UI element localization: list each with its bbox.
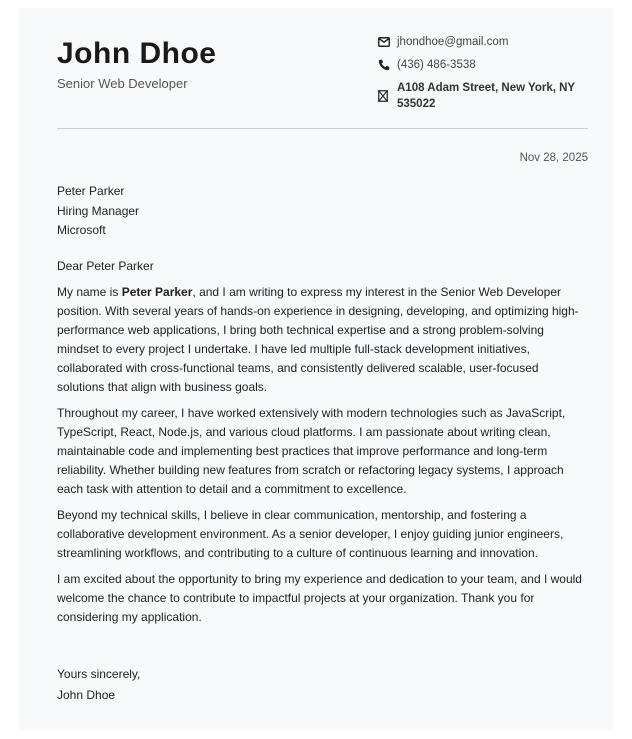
body-p1-bold-name: Peter Parker	[121, 285, 193, 299]
salutation: Dear Peter Parker	[57, 259, 154, 273]
contact-email-row	[378, 34, 598, 50]
contact-phone-row	[378, 57, 598, 73]
phone-icon	[378, 57, 397, 73]
contact-address-row	[378, 80, 598, 112]
envelope-icon	[378, 34, 397, 50]
contact-address: A108 Adam Street, New York, NY 535022	[397, 82, 575, 110]
recipient-title: Hiring Manager	[57, 203, 140, 218]
letter-date: Nov 28, 2025	[519, 152, 588, 164]
address-icon	[378, 88, 397, 104]
closing-phrase: Yours sincerely,	[57, 667, 141, 681]
body-p1-prefix: My name is	[57, 285, 122, 299]
signature-name: John Dhoe	[57, 688, 116, 702]
header-divider	[57, 128, 588, 129]
applicant-name: John Dhoe	[57, 37, 217, 70]
contact-phone[interactable]: (436) 486-3538	[397, 59, 476, 71]
recipient-name: Peter Parker	[57, 184, 125, 198]
contact-block	[378, 34, 598, 119]
body-paragraph-4: I am excited about the opportunity to bring my experience and dedication to your team, and I would welcome the chance to contribute to impactful projects at your organization. Thank you for considering my application.	[57, 572, 582, 624]
body-p1-rest: , and I am writing to express my interest in the Senior Web Developer position. With several years of hands-on experience in designing, developing, and optimizing high-performance web applications, I bring both technical expertise and a strong problem-solving mindset to every project I undertake. I have led multiple full-stack development initiatives, collaborated with cross-functional teams, and consistently delivered scalable, user-focused solutions that align with business goals.	[57, 285, 579, 394]
contact-email[interactable]: jhondhoe@gmail.com	[397, 36, 509, 48]
body-paragraph-3: Beyond my technical skills, I believe in clear communication, mentorship, and fostering a collaborative development environment. As a senior developer, I enjoy guiding junior engineers, streamlining workflows, and contributing to a culture of continuous learning and innovation.	[57, 508, 564, 560]
recipient-company: Microsoft	[57, 223, 106, 237]
applicant-role: Senior Web Developer	[57, 76, 188, 91]
body-paragraph-2: Throughout my career, I have worked extensively with modern technologies such as JavaScript, TypeScript, React, Node.js, and various cloud platforms. I am passionate about writing clean, maintainable code and implementing best practices that improve performance and long-term reliability. Whether building new features from scratch or refactoring legacy systems, I approach each task with attention to detail and a commitment to excellence.	[57, 406, 566, 496]
body-paragraph-1	[57, 283, 589, 397]
closing-block	[57, 664, 140, 706]
letter-body	[57, 283, 589, 634]
recipient-block	[57, 182, 139, 241]
